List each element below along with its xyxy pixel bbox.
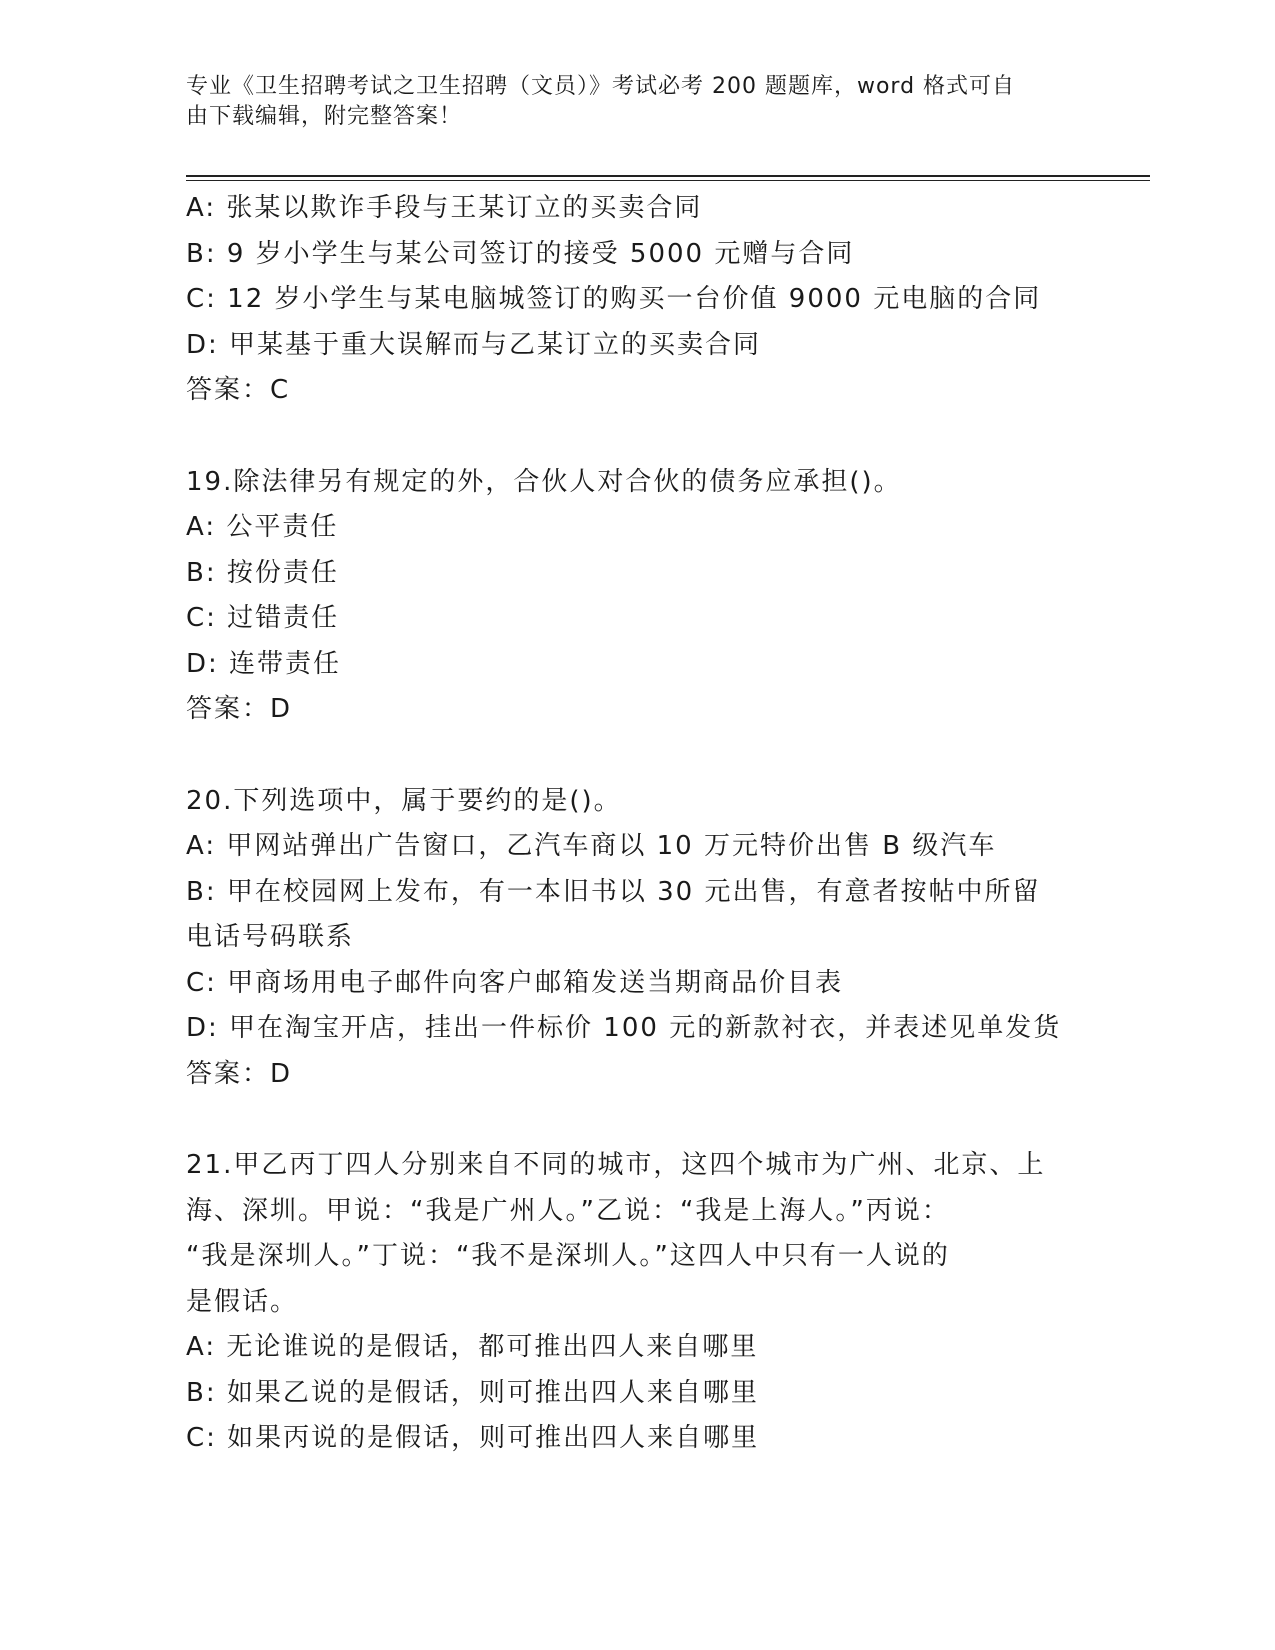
q20-stem: 20.下列选项中，属于要约的是()。 — [186, 785, 622, 816]
q21-stem-line-2: 海、深圳。甲说：“我是广州人。”乙说：“我是上海人。”丙说： — [186, 1195, 950, 1226]
q18-answer: 答案：C — [186, 375, 291, 405]
spacer — [186, 733, 1086, 779]
q20-answer: 答案：D — [186, 1058, 293, 1089]
q20-option-b-line-1: B: 甲在校园网上发布，有一本旧书以 30 元出售，有意者按帖中所留 — [186, 876, 1041, 907]
question-18-block — [186, 186, 1086, 414]
document-header — [186, 72, 1066, 132]
q19-stem: 19.除法律另有规定的外，合伙人对合伙的债务应承担()。 — [186, 466, 902, 497]
spacer — [186, 1097, 1086, 1143]
q21-option-c: C: 如果丙说的是假话，则可推出四人来自哪里 — [186, 1423, 760, 1453]
header-divider-thick — [186, 175, 1150, 177]
q19-option-c: C: 过错责任 — [186, 603, 340, 633]
q19-option-d: D: 连带责任 — [186, 648, 342, 679]
q21-stem-line-3: “我是深圳人。”丁说：“我不是深圳人。”这四人中只有一人说的 — [186, 1241, 950, 1271]
header-line-2: 由下载编辑，附完整答案！ — [186, 104, 463, 129]
header-divider-thin — [186, 180, 1150, 181]
q18-option-b: B: 9 岁小学生与某公司签订的接受 5000 元赠与合同 — [186, 238, 855, 269]
question-content — [186, 186, 1086, 1462]
q19-option-b: B: 按份责任 — [186, 557, 339, 588]
q20-option-b-line-2: 电话号码联系 — [186, 922, 355, 952]
question-19-block — [186, 460, 1086, 733]
question-21-block — [186, 1143, 1086, 1462]
q19-answer: 答案：D — [186, 694, 293, 724]
q21-stem-line-4: 是假话。 — [186, 1286, 299, 1317]
q21-stem-line-1: 21.甲乙丙丁四人分别来自不同的城市，这四个城市为广州、北京、上 — [186, 1150, 1046, 1180]
spacer — [186, 414, 1086, 460]
q20-option-a: A: 甲网站弹出广告窗口，乙汽车商以 10 万元特价出售 B 级汽车 — [186, 831, 997, 861]
q18-option-d: D: 甲某基于重大误解而与乙某订立的买卖合同 — [186, 329, 762, 360]
question-20-block — [186, 779, 1086, 1098]
q21-option-b: B: 如果乙说的是假话，则可推出四人来自哪里 — [186, 1377, 759, 1408]
q18-option-a: A: 张某以欺诈手段与王某订立的买卖合同 — [186, 193, 703, 223]
header-line-1: 专业《卫生招聘考试之卫生招聘（文员）》考试必考 200 题题库，word 格式可自 — [186, 74, 1016, 99]
q19-option-a: A: 公平责任 — [186, 512, 339, 542]
q20-option-c: C: 甲商场用电子邮件向客户邮箱发送当期商品价目表 — [186, 967, 844, 998]
q18-option-c: C: 12 岁小学生与某电脑城签订的购买一台价值 9000 元电脑的合同 — [186, 284, 1042, 314]
q20-option-d: D: 甲在淘宝开店，挂出一件标价 100 元的新款衬衣，并表述见单发货 — [186, 1013, 1062, 1043]
q21-option-a: A: 无论谁说的是假话，都可推出四人来自哪里 — [186, 1332, 759, 1362]
